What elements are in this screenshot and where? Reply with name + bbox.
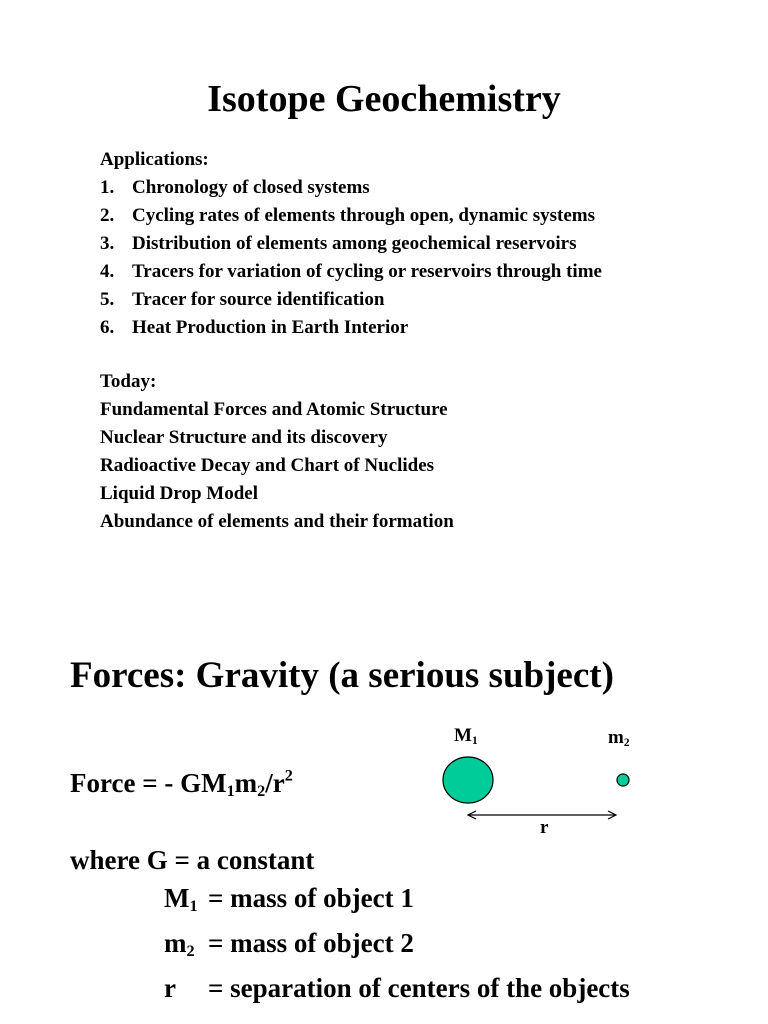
applications-heading: Applications: xyxy=(100,149,209,170)
list-item: 3. Distribution of elements among geochemical reservoirs xyxy=(100,233,577,254)
list-item: 1. Chronology of closed systems xyxy=(100,177,370,198)
list-item: 6. Heat Production in Earth Interior xyxy=(100,317,409,338)
list-item: Abundance of elements and their formation xyxy=(100,511,454,532)
gravity-formula: Force = - $GM_1m_2/r^2$ xyxy=(70,766,293,801)
label-mass-1: $M_1$ xyxy=(454,725,478,747)
list-item: 4. Tracers for variation of cycling or reservoirs through time xyxy=(100,261,602,282)
list-item: Nuclear Structure and its discovery xyxy=(100,427,388,448)
applications-section xyxy=(100,146,602,342)
forces-title: Forces: Gravity (a serious subject) xyxy=(70,655,614,696)
list-item: 2. Cycling rates of elements through open, dynamic systems xyxy=(100,205,596,226)
definition-row: $M_1$ = mass of object 1 xyxy=(164,883,414,916)
definition-row: r = separation of centers of the objects xyxy=(164,973,630,1004)
list-item: Fundamental Forces and Atomic Structure xyxy=(100,399,448,420)
today-heading: Today: xyxy=(100,371,157,392)
object-1-circle xyxy=(443,757,493,803)
list-item: Radioactive Decay and Chart of Nuclides xyxy=(100,455,435,476)
list-item: 5. Tracer for source identification xyxy=(100,289,385,310)
where-line: where G = a constant xyxy=(70,845,315,875)
list-item: Liquid Drop Model xyxy=(100,483,259,504)
gravity-diagram xyxy=(430,745,650,830)
definitions xyxy=(164,880,630,1015)
today-section xyxy=(100,368,454,536)
page-title: Isotope Geochemistry xyxy=(207,78,561,120)
label-separation: r xyxy=(540,817,549,838)
object-2-circle xyxy=(617,774,629,786)
definition-row: $m_2$ = mass of object 2 xyxy=(164,928,414,961)
label-mass-2: $m_2$ xyxy=(608,727,630,749)
